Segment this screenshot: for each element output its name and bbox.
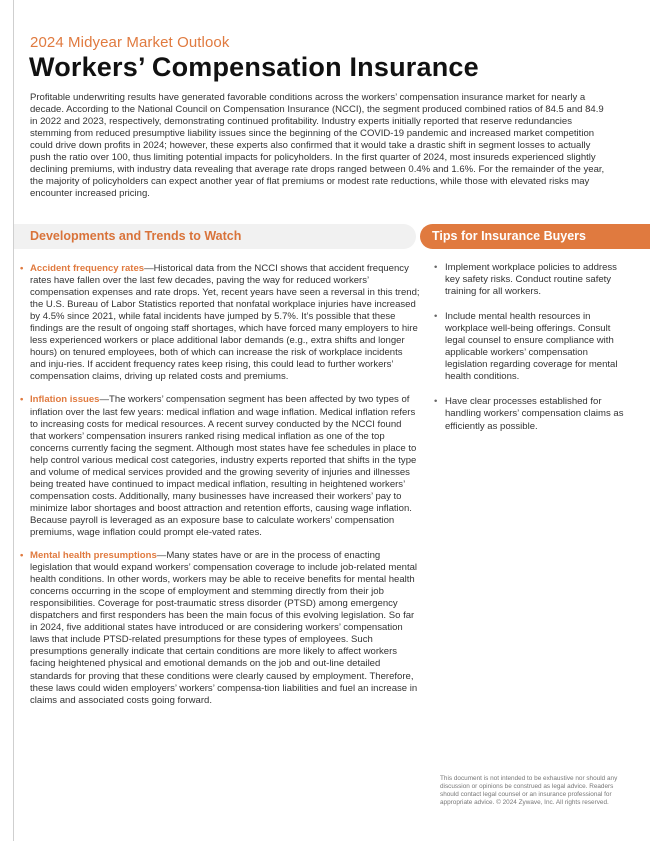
- developments-list: [20, 263, 420, 718]
- legal-disclaimer: This document is not intended to be exhaustive nor should any discussion or opinions be construed as legal advice. Readers should contact legal counsel or an insurance professional for appropriate advice. © 2024 Zywave, Inc. All rights reserved.: [440, 775, 618, 807]
- intro-paragraph: Profitable underwriting results have generated favorable conditions across the workers’ compensation insurance market for nearly a decade. According to the National Council on Compensation Insurance (NCCI), the segment produced combined ratios of 84.5 and 84.9 in 2022 and 2023, respectively, demonstrating continued profitability. Industry experts initially reported that reserve redundancies stemming from reduced presumptive liability issues since the beginning of the COVID-19 pandemic and increased market competition could drive down profits in 2024; however, these experts also confirmed that it would take a drastic shift in segment losses to actually push the ratio over 100, thus limiting potential impacts for policyholders. In the first quarter of 2024, most insureds experienced slightly declining premiums, with industry data revealing that average rate drops ranged between 0.4% and 1.6%. For the remainder of the year, the majority of policyholders can expect another year of flat premiums or modest rate reductions, while those with elevated risks may encounter increased pricing.: [30, 92, 605, 200]
- bullet-icon: •: [20, 263, 24, 274]
- tip-item-mental-health: [434, 311, 624, 383]
- item-text: —The workers’ compensation segment has been affected by two types of inflation over the last few years: medical inflation and wage inflation. Medical inflation refers to increasing costs for medical resources. A recent survey conducted by the NCCI found that workers’ compensation insurers ranked rising medical inflation as one of the top concerns currently facing the segment. Although most states have fee schedules in place to help control various medical cost categories, industry experts reported that shifts in the type and volume of medical services provided and the growing severity of injuries and illnesses being treated have continued to impact medical inflation, resulting in heightened workers’ compensation costs. Additionally, many businesses have increased their workers’ pay to minimize labor shortages and boost attraction and retention efforts, causing wage inflation. Because payroll is leveraged as an exposure base to calculate workers’ compensation premiums, wage inflation could prompt ele-vated rates.: [30, 394, 417, 538]
- bullet-icon: •: [20, 550, 24, 562]
- left-margin-rule: [13, 0, 14, 841]
- tips-heading: Tips for Insurance Buyers: [432, 229, 586, 243]
- list-item-inflation-issues: [20, 394, 420, 539]
- item-term: Inflation issues: [30, 394, 100, 406]
- bullet-icon: •: [434, 311, 438, 323]
- bullet-icon: •: [20, 394, 24, 406]
- item-text: —Many states have or are in the process of enacting legislation that would expand workers’ compensation coverage to include job-related mental health conditions. In other words, workers may be able to receive benefits for mental health concerns occurring in the scope of employment and stemming directly from their job responsibilities. Coverage for post-traumatic stress disorder (PTSD) among emergency dispatchers and first responders has been the main focus of this evolving legislation. So far in 2024, five additional states have introduced or are considering workers’ compensation laws that include PTSD-related presumptions for these types of employees. Such presumptions generally indicate that certain conditions are more likely to affect workers facing heightened physical and emotional demands on the job and out-line detailed standards for proving that these conditions were clearly caused by employment. Therefore, these laws could widen employers’ workers’ compensa-tion liabilities and fuel an increase in claims and associated costs going forward.: [30, 550, 418, 706]
- list-item-accident-frequency: [20, 263, 420, 383]
- page-subtitle: 2024 Midyear Market Outlook: [30, 34, 230, 51]
- item-text: —Historical data from the NCCI shows that accident frequency rates have fallen over the last few decades, paving the way for reduced workers’ compensation expenses and rate drops. Yet, recent years have seen a reversal in this trend; the U.S. Bureau of Labor Statistics reported that nonfatal workplace injuries have increased by 4.5% since 2021, while fatal incidents have jumped by 5.7%. It’s possible that these findings are the result of ongoing staff shortages, which have forced many employers to hire less experienced workers or place additional labor demands (e.g., extra shifts and longer hours) on tenured employees, both of which can increase the risk of workplace incidents and inju-ries. If accident frequency rates keep rising, this could lead to further workers’ compensation claims, driving up related costs and premiums.: [30, 263, 420, 383]
- list-item-mental-health: [20, 550, 420, 707]
- bullet-icon: •: [434, 396, 438, 408]
- item-term: Mental health presumptions: [30, 550, 157, 562]
- tip-text: Have clear processes established for handling workers’ compensation claims as efficiently as possible.: [445, 396, 624, 432]
- developments-heading: Developments and Trends to Watch: [30, 229, 242, 243]
- tip-item-safety-policies: [434, 262, 624, 298]
- tip-text: Implement workplace policies to address key safety risks. Conduct routine safety training for all workers.: [445, 262, 617, 298]
- page-title: Workers’ Compensation Insurance: [29, 52, 479, 82]
- tips-list: [434, 262, 624, 446]
- tip-text: Include mental health resources in workplace well-being offerings. Consult legal counsel to ensure compliance with applicable workers’ compensation legislation regarding coverage for mental health conditions.: [445, 311, 618, 383]
- tip-item-claims-processes: [434, 396, 624, 432]
- bullet-icon: •: [434, 262, 438, 273]
- item-term: Accident frequency rates: [30, 263, 145, 274]
